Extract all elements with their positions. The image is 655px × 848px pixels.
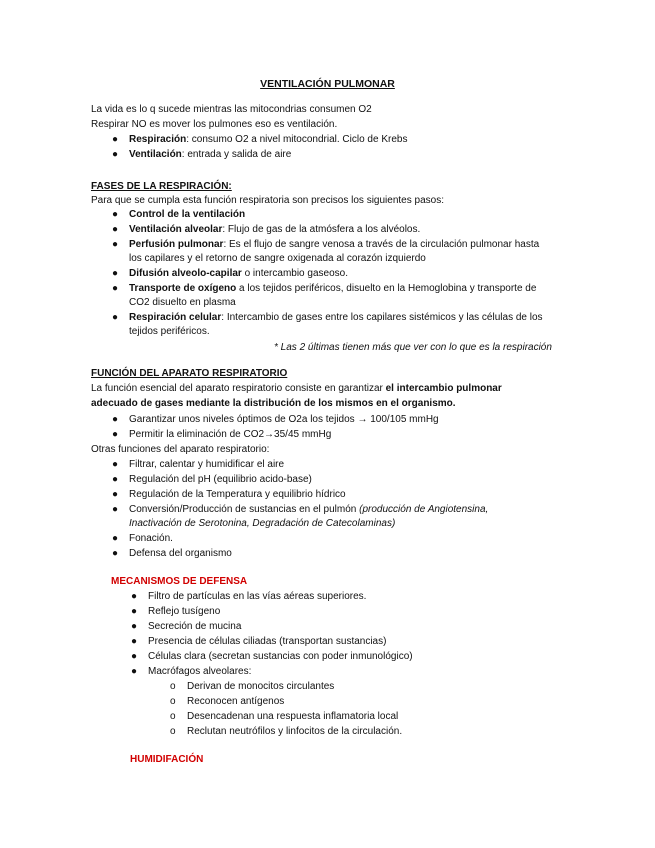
funcion-intro-continuation: adecuado de gases mediante la distribución de los mismos en el organismo. (91, 398, 456, 409)
macrofago-sub-item: Reconocen antígenos (187, 696, 285, 707)
section-heading-mecanismos: MECANISMOS DE DEFENSA (111, 576, 248, 587)
mecanismo-item: Macrófagos alveolares: (148, 666, 252, 677)
mecanismo-item: Secreción de mucina (148, 621, 242, 632)
mecanismo-item: Filtro de partículas en las vías aéreas superiores. (148, 591, 367, 602)
otras-item: Defensa del organismo (129, 548, 232, 559)
fases-item-continuation: tejidos periféricos. (129, 326, 210, 337)
otras-item: Fonación. (129, 533, 173, 544)
otras-item: Regulación de la Temperatura y equilibrio hídrico (129, 489, 346, 500)
bullet-icon: ● (112, 533, 119, 544)
fases-item-continuation: CO2 disuelto en plasma (129, 297, 236, 308)
bullet-icon: ● (131, 666, 138, 677)
intro-item: Respiración: consumo O2 a nivel mitocondrial. Ciclo de Krebs (129, 134, 408, 145)
intro-line-1: La vida es lo q sucede mientras las mitocondrias consumen O2 (91, 104, 372, 115)
section-heading-funcion: FUNCIÓN DEL APARATO RESPIRATORIO (91, 368, 288, 379)
sub-bullet-icon: o (170, 726, 176, 737)
bullet-icon: ● (112, 459, 119, 470)
fases-item: Perfusión pulmonar: Es el flujo de sangre venosa a través de la circulación pulmonar hasta (129, 239, 540, 250)
bullet-icon: ● (112, 489, 119, 500)
page-title: VENTILACIÓN PULMONAR (260, 78, 395, 90)
fases-item: Ventilación alveolar: Flujo de gas de la atmósfera a los alvéolos. (129, 224, 421, 235)
bullet-icon: ● (131, 606, 138, 617)
bullet-icon: ● (112, 149, 119, 160)
otras-item: Filtrar, calentar y humidificar el aire (129, 459, 285, 470)
mecanismo-item: Células clara (secretan sustancias con poder inmunológico) (148, 651, 413, 662)
bullet-icon: ● (112, 312, 119, 323)
macrofago-sub-item: Desencadenan una respuesta inflamatoria local (187, 711, 399, 722)
funcion-intro: La función esencial del aparato respiratorio consiste en garantizar el intercambio pulmonar (91, 383, 502, 394)
fases-item-continuation: los capilares y el retorno de sangre oxigenada al corazón izquierdo (129, 253, 426, 264)
bullet-icon: ● (112, 283, 119, 294)
macrofago-sub-item: Reclutan neutrófilos y linfocitos de la circulación. (187, 726, 403, 737)
bullet-icon: ● (112, 414, 119, 425)
bullet-icon: ● (112, 548, 119, 559)
funcion-item: Garantizar unos niveles óptimos de O2a los tejidos → 100/105 mmHg (129, 414, 439, 425)
sub-bullet-icon: o (170, 696, 176, 707)
bullet-icon: ● (131, 591, 138, 602)
bullet-icon: ● (112, 504, 119, 515)
otras-funciones-label: Otras funciones del aparato respiratorio: (91, 444, 270, 455)
bullet-icon: ● (112, 268, 119, 279)
sub-bullet-icon: o (170, 711, 176, 722)
intro-line-2: Respirar NO es mover los pulmones eso es ventilación. (91, 119, 338, 130)
bullet-icon: ● (112, 224, 119, 235)
fases-item: Difusión alveolo-capilar o intercambio gaseoso. (129, 268, 348, 279)
otras-item: Regulación del pH (equilibrio acido-base) (129, 474, 312, 485)
bullet-icon: ● (131, 636, 138, 647)
sub-bullet-icon: o (170, 681, 176, 692)
bullet-icon: ● (131, 651, 138, 662)
fases-item: Respiración celular: Intercambio de gases entre los capilares sistémicos y las células de los (129, 312, 543, 323)
section-heading-humidificacion: HUMIDIFACIÓN (130, 754, 204, 765)
intro-item: Ventilación: entrada y salida de aire (129, 149, 292, 160)
otras-item-continuation: Inactivación de Serotonina, Degradación de Catecolaminas) (129, 518, 396, 529)
mecanismo-item: Presencia de células ciliadas (transportan sustancias) (148, 636, 387, 647)
section-heading-fases: FASES DE LA RESPIRACIÓN: (91, 181, 232, 192)
bullet-icon: ● (112, 474, 119, 485)
fases-item: Transporte de oxígeno a los tejidos periféricos, disuelto en la Hemoglobina y transporte de (129, 283, 537, 294)
bullet-icon: ● (112, 209, 119, 220)
macrofago-sub-item: Derivan de monocitos circulantes (187, 681, 335, 692)
bullet-icon: ● (112, 429, 119, 440)
bullet-icon: ● (112, 239, 119, 250)
bullet-icon: ● (131, 621, 138, 632)
otras-item-conversion: Conversión/Producción de sustancias en el pulmón (producción de Angiotensina, (129, 504, 489, 515)
fases-item: Control de la ventilación (129, 209, 246, 220)
funcion-item: Permitir la eliminación de CO2→35/45 mmHg (129, 429, 332, 440)
fases-intro: Para que se cumpla esta función respiratoria son precisos los siguientes pasos: (91, 195, 444, 206)
mecanismo-item: Reflejo tusígeno (148, 606, 221, 617)
fases-note: * Las 2 últimas tienen más que ver con lo que es la respiración (274, 342, 552, 353)
bullet-icon: ● (112, 134, 119, 145)
